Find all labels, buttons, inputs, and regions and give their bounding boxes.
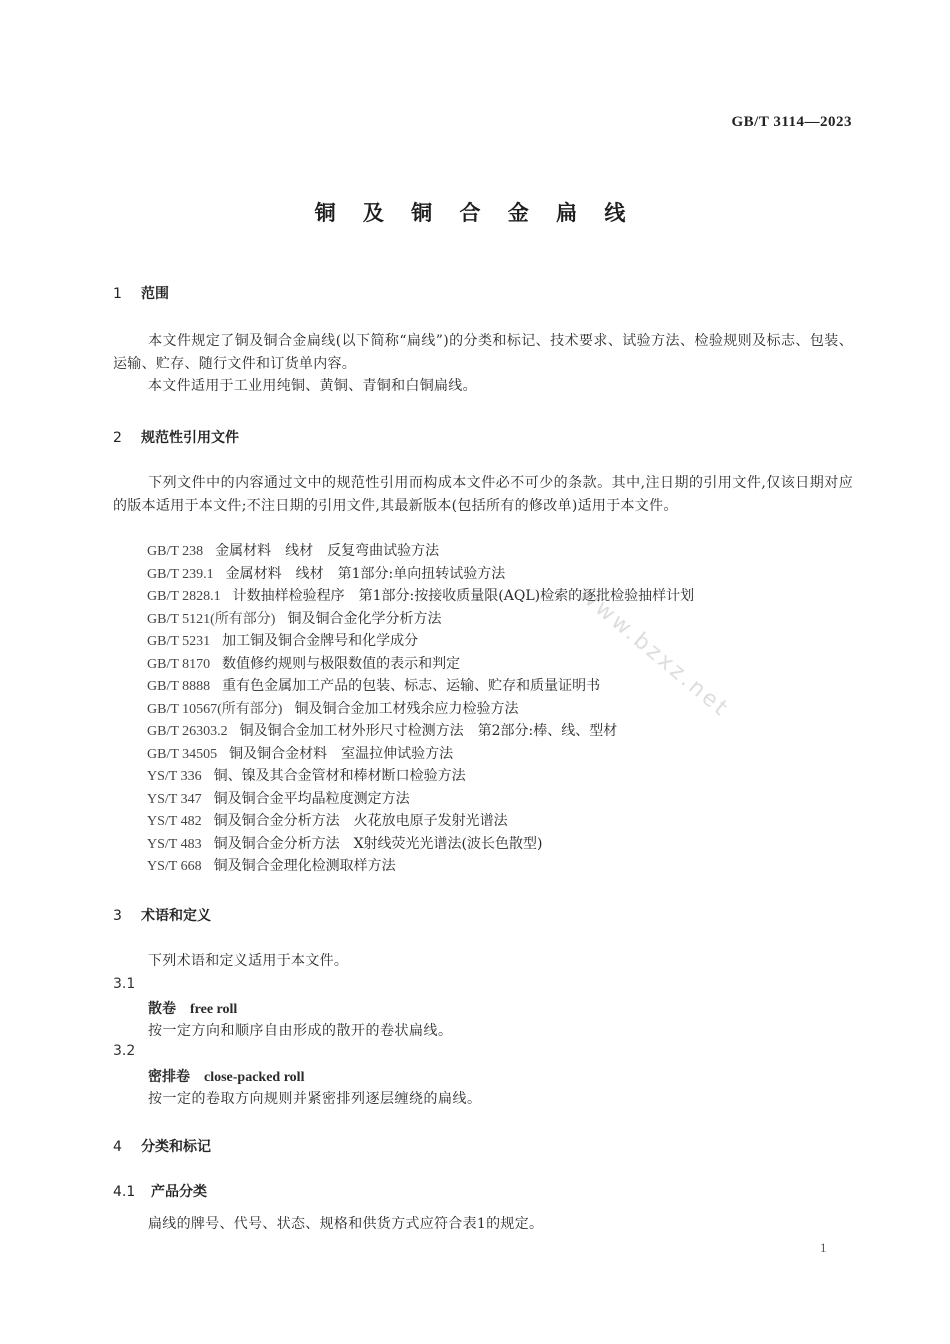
reference-item: YS/T 668 铜及铜合金理化检测取样方法 — [147, 858, 396, 874]
term-entry — [148, 998, 237, 1018]
reference-item: GB/T 238 金属材料 线材 反复弯曲试验方法 — [147, 543, 440, 559]
section-4-1-paragraph-1: 扁线的牌号、代号、状态、规格和供货方式应符合表1的规定。 — [148, 1216, 544, 1232]
section-title: 术语和定义 — [141, 908, 211, 924]
reference-item: GB/T 5121(所有部分) 铜及铜合金化学分析方法 — [147, 610, 442, 627]
section-4-1-heading — [113, 1181, 207, 1201]
reference-item: GB/T 2828.1 计数抽样检验程序 第1部分:按接收质量限(AQL)检索的逐批检验抽样计划 — [147, 588, 695, 604]
term-number: 3.1 — [113, 976, 136, 992]
term-zh: 散卷 — [148, 1001, 176, 1017]
term-definition: 按一定方向和顺序自由形成的散开的卷状扁线。 — [148, 1023, 453, 1039]
section-1-paragraph-1: 本文件规定了铜及铜合金扁线(以下简称“扁线”)的分类和标记、技术要求、试验方法、检验规则及标志、包装、运输、贮存、随行文件和订货单内容。 — [113, 333, 853, 372]
section-4-heading — [113, 1136, 211, 1156]
reference-item: YS/T 336 铜、镍及其合金管材和棒材断口检验方法 — [147, 768, 466, 784]
section-number: 3 — [113, 908, 122, 924]
term-zh: 密排卷 — [148, 1069, 190, 1085]
section-3-paragraph-1: 下列术语和定义适用于本文件。 — [148, 953, 349, 969]
section-number: 4 — [113, 1139, 122, 1155]
section-1-heading — [113, 283, 169, 303]
section-title: 规范性引用文件 — [141, 430, 239, 446]
section-title: 范围 — [141, 286, 169, 302]
reference-item: GB/T 5231 加工铜及铜合金牌号和化学成分 — [147, 633, 419, 649]
section-title: 产品分类 — [151, 1184, 207, 1200]
reference-item: YS/T 482 铜及铜合金分析方法 火花放电原子发射光谱法 — [147, 813, 508, 829]
term-number: 3.2 — [113, 1043, 136, 1059]
document-title: 铜 及 铜 合 金 扁 线 — [314, 201, 636, 225]
section-number: 4.1 — [113, 1184, 136, 1200]
section-title: 分类和标记 — [141, 1139, 211, 1155]
term-definition: 按一定的卷取方向规则并紧密排列逐层缠绕的扁线。 — [148, 1091, 482, 1107]
section-2-paragraph-1: 下列文件中的内容通过文中的规范性引用而构成本文件必不可少的条款。其中,注日期的引用文件,仅该日期对应的版本适用于本文件;不注日期的引用文件,其最新版本(包括所有的修改单)适用于本文件。 — [113, 475, 853, 514]
page-number: 1 — [820, 1240, 827, 1255]
term-entry — [148, 1066, 304, 1086]
reference-item: YS/T 483 铜及铜合金分析方法 X射线荧光光谱法(波长色散型) — [147, 835, 543, 852]
reference-item: GB/T 239.1 金属材料 线材 第1部分:单向扭转试验方法 — [147, 565, 506, 582]
section-number: 2 — [113, 430, 122, 446]
watermark: www.bzxz.net — [573, 582, 735, 723]
section-2-heading — [113, 427, 239, 447]
section-3-heading — [113, 905, 211, 925]
reference-item: GB/T 8888 重有色金属加工产品的包装、标志、运输、贮存和质量证明书 — [147, 678, 601, 694]
reference-item: GB/T 8170 数值修约规则与极限数值的表示和判定 — [147, 655, 461, 672]
section-1-paragraph-2: 本文件适用于工业用纯铜、黄铜、青铜和白铜扁线。 — [148, 378, 477, 394]
term-en: close-packed roll — [204, 1070, 305, 1085]
reference-item: GB/T 26303.2 铜及铜合金加工材外形尺寸检测方法 第2部分:棒、线、型材 — [147, 723, 618, 739]
reference-item: GB/T 34505 铜及铜合金材料 室温拉伸试验方法 — [147, 745, 454, 762]
section-number: 1 — [113, 286, 122, 302]
reference-item: YS/T 347 铜及铜合金平均晶粒度测定方法 — [147, 790, 410, 807]
reference-item: GB/T 10567(所有部分) 铜及铜合金加工材残余应力检验方法 — [147, 700, 519, 717]
term-en: free roll — [190, 1002, 238, 1017]
standard-code: GB/T 3114—2023 — [731, 114, 852, 130]
normative-reference-list — [147, 540, 694, 878]
